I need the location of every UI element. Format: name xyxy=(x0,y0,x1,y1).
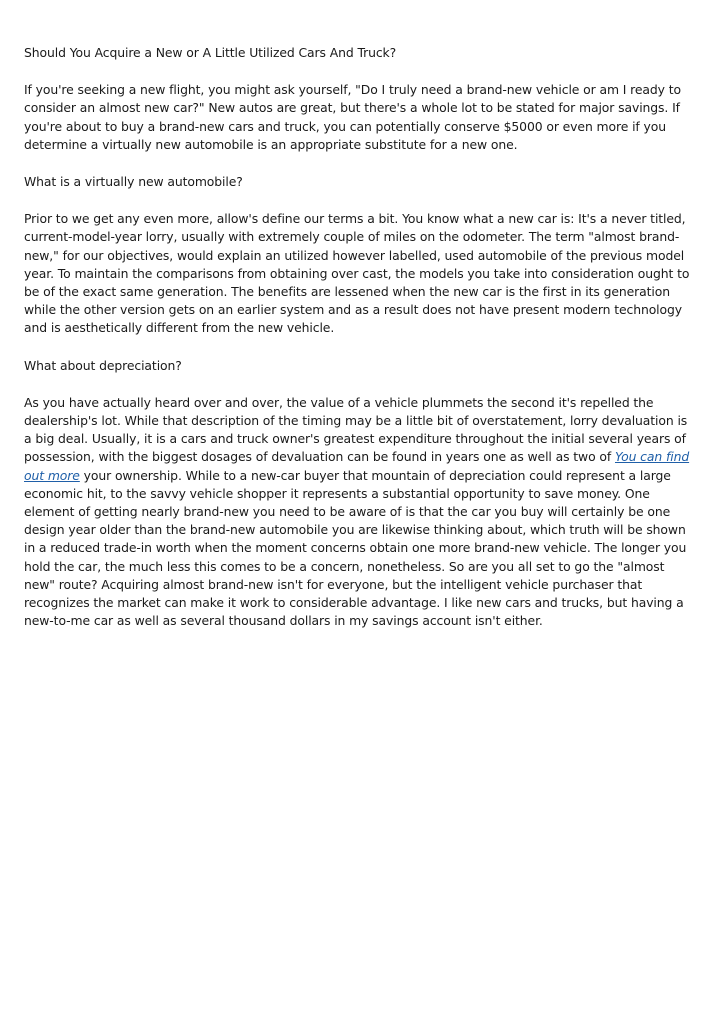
section-heading-depreciation: What about depreciation? xyxy=(24,357,182,373)
depreciation-text-after-link: your ownership. While to a new-car buyer that mountain of depreciation could represent a large economic hit, to the savvy vehicle shopper it represents a substantial opportunity to save money. One element of getting nearly brand-new you need to be aware of is that the car you buy will certainly be one design year older than the brand-new automobile you are likewise thinking about, which truth will be shown in a reduced trade-in worth when the moment concerns obtain one more brand-new vehicle. The longer you hold the car, the much less this comes to be a concern, nonetheless. So are you all set to go the "almost new" route? Acquiring almost brand-new isn't for everyone, but the intelligent vehicle purchaser that recognizes the market can make it work to considerable advantage. I like new cars and trucks, but having a new-to-me car as well as several thousand dollars in my savings account isn't either. xyxy=(24,467,687,629)
article xyxy=(24,44,698,649)
find-out-more-link[interactable]: You can find out more xyxy=(24,449,690,483)
section-paragraph-virtually-new: Prior to we get any even more, allow's define our terms a bit. You know what a new car is: It's a never titled, current-model-year lorry, usually with extremely couple of miles on the odometer. The term "almost brand-new," for our objectives, would explain an utilized however labelled, used automobile of the previous model year. To maintain the comparisons from obtaining over cast, the models you take into consideration ought to be of the exact same generation. The benefits are lessened when the new car is the first in its generation while the other version gets on an earlier system and as a result does not have present modern technology and is aesthetically different from the new vehicle. xyxy=(24,211,690,336)
intro-paragraph: If you're seeking a new flight, you might ask yourself, "Do I truly need a brand-new vehicle or am I ready to consider an almost new car?" New autos are great, but there's a whole lot to be stated for major savings. If you're about to buy a brand-new cars and truck, you can potentially conserve $5000 or even more if you determine a virtually new automobile is an appropriate substitute for a new one. xyxy=(24,82,681,152)
article-title: Should You Acquire a New or A Little Utilized Cars And Truck? xyxy=(24,45,397,60)
section-heading-virtually-new: What is a virtually new automobile? xyxy=(24,174,243,190)
section-paragraph-depreciation xyxy=(24,394,698,631)
depreciation-text-before-link: As you have actually heard over and over, the value of a vehicle plummets the second it's repelled the dealership's lot. While that description of the timing may be a little bit of overstatement, lorry devaluation is a big deal. Usually, it is a cars and truck owner's greatest expenditure throughout the initial several years of possession, with the biggest dosages of devaluation can be found in years one as well as two of xyxy=(24,394,688,465)
